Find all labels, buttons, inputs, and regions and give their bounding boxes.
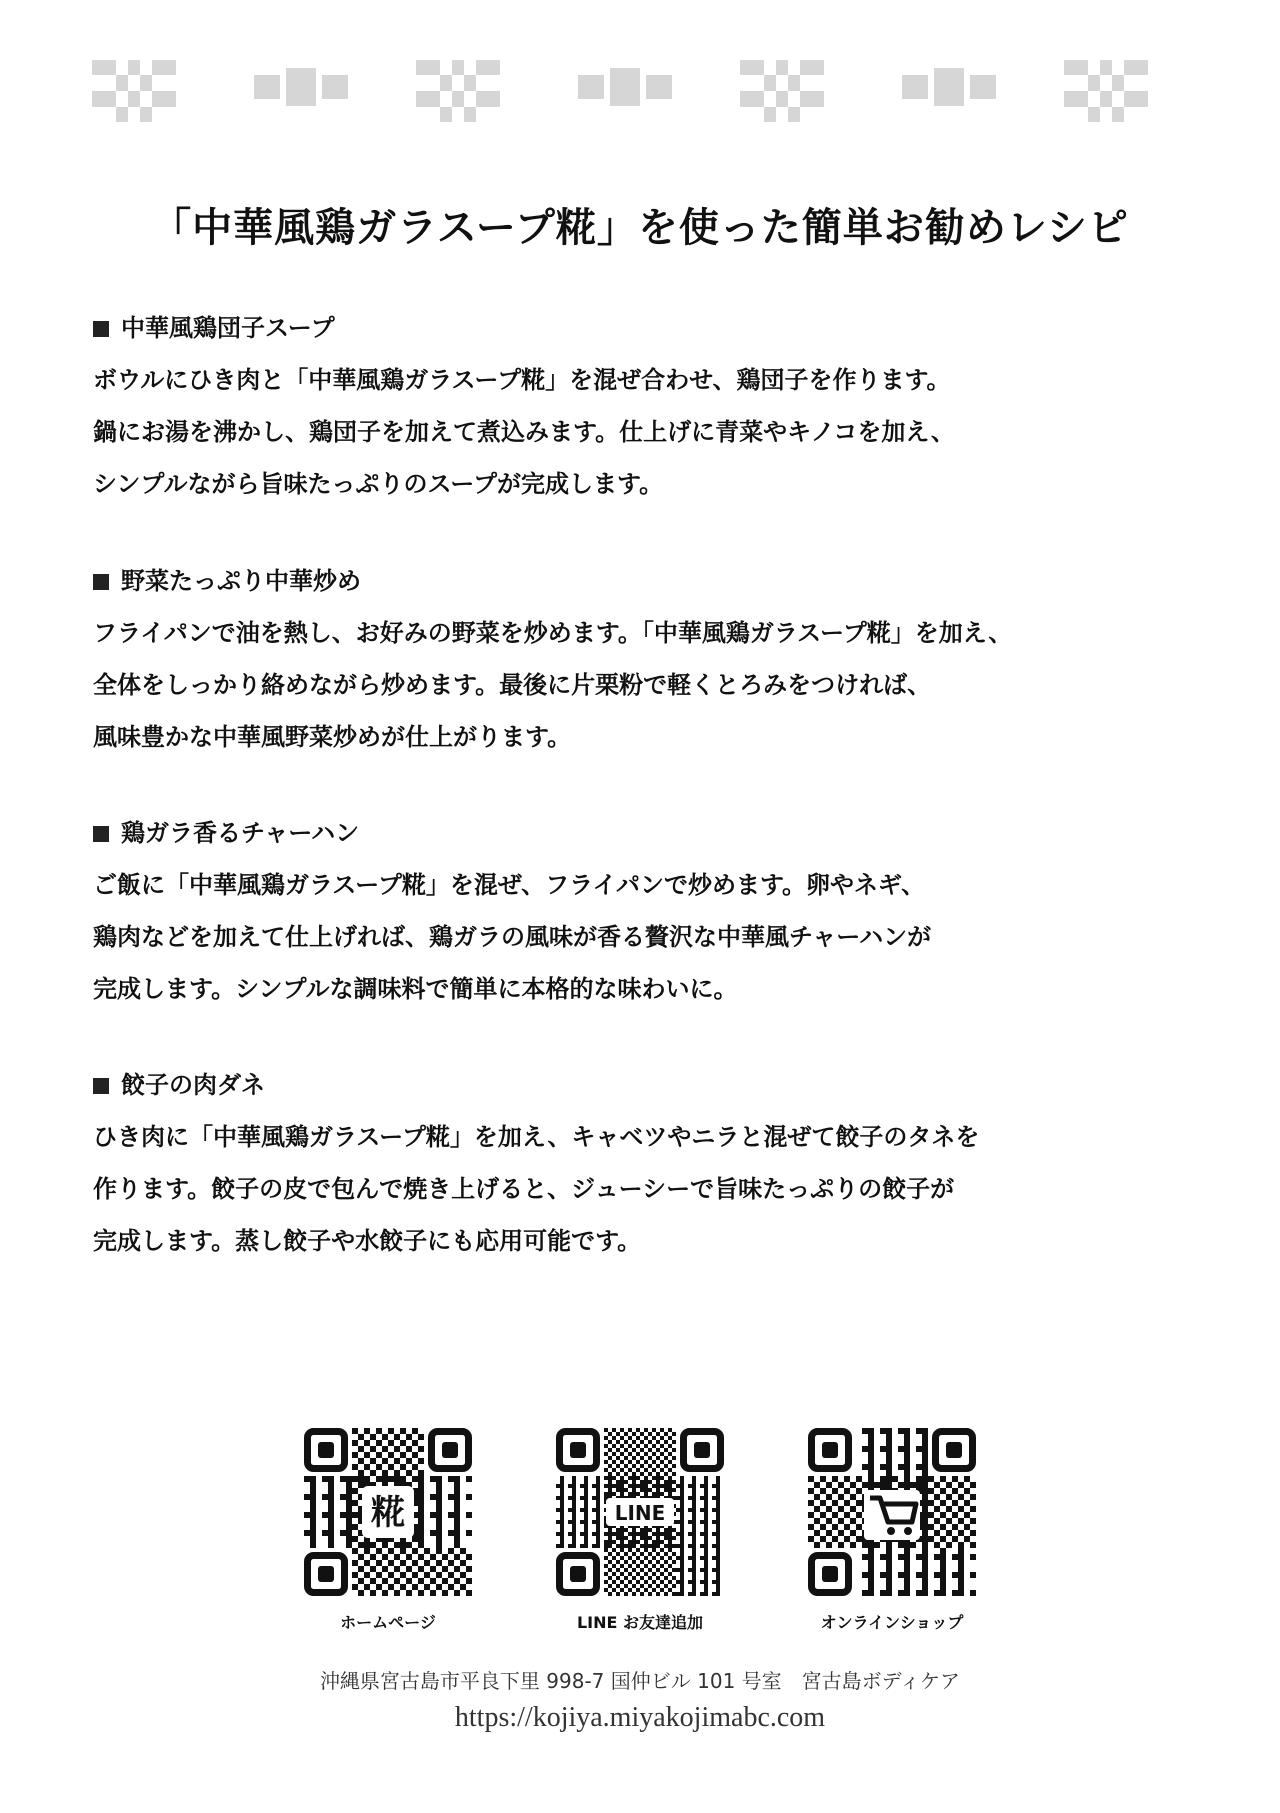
recipe-text-line: 作ります。餃子の皮で包んで焼き上げると、ジューシーで旨味たっぷりの餃子が xyxy=(93,1174,955,1203)
recipe-heading xyxy=(93,815,1213,859)
koji-logo-icon: 糀 xyxy=(371,1493,405,1533)
recipe-heading-text: 中華風鶏団子スープ xyxy=(121,313,335,342)
shopping-cart-icon xyxy=(864,1490,920,1540)
recipe-section xyxy=(93,563,1213,763)
recipe-section xyxy=(93,310,1213,510)
recipe-heading-text: 餃子の肉ダネ xyxy=(121,1070,265,1099)
online-shop-qr-code[interactable] xyxy=(808,1428,976,1596)
recipe-text-line: 鶏肉などを加えて仕上げれば、鶏ガラの風味が香る贅沢な中華風チャーハンが xyxy=(93,922,932,951)
recipe-text-line: ひき肉に「中華風鶏ガラスープ糀」を加え、キャベツやニラと混ぜて餃子のタネを xyxy=(93,1122,980,1151)
online-shop-qr-caption[interactable]: オンラインショップ xyxy=(820,1613,964,1632)
recipe-text-line: 全体をしっかり絡めながら炒めます。最後に片栗粉で軽くとろみをつければ、 xyxy=(93,670,932,699)
recipe-section xyxy=(93,815,1213,1015)
recipe-text-line: 完成します。蒸し餃子や水餃子にも応用可能です。 xyxy=(93,1226,642,1255)
page-title: 「中華風鶏ガラスープ糀」を使った簡単お勧めレシピ xyxy=(151,204,1129,251)
homepage-qr-block[interactable] xyxy=(298,1428,478,1633)
bar-motif xyxy=(902,68,996,106)
recipe-text-line: 完成します。シンプルな調味料で簡単に本格的な味わいに。 xyxy=(93,974,738,1003)
line-qr-caption[interactable]: LINE お友達追加 xyxy=(576,1613,704,1632)
recipe-text-line: フライパンで油を熱し、お好みの野菜を炒めます。「中華風鶏ガラスープ糀」を加え、 xyxy=(93,618,1013,647)
recipe-heading-text: 野菜たっぷり中華炒め xyxy=(121,566,361,595)
recipe-heading xyxy=(93,310,1213,354)
recipe-text-line: シンプルながら旨味たっぷりのスープが完成します。 xyxy=(93,469,664,498)
homepage-qr-caption[interactable]: ホームページ xyxy=(340,1613,436,1632)
recipe-text-line: 風味豊かな中華風野菜炒めが仕上がります。 xyxy=(93,722,572,751)
recipe-text-line: ボウルにひき肉と「中華風鶏ガラスープ糀」を混ぜ合わせ、鶏団子を作ります。 xyxy=(93,365,951,394)
recipe-heading-text: 鶏ガラ香るチャーハン xyxy=(121,818,360,847)
footer-address: 沖縄県宮古島市平良下里 998-7 国仲ビル 101 号室 宮古島ボディケア xyxy=(319,1669,961,1693)
recipe-heading xyxy=(93,563,1213,607)
decorative-pattern-band xyxy=(92,60,1190,122)
checker-motif xyxy=(740,60,824,122)
line-logo-icon: LINE xyxy=(614,1501,666,1525)
recipe-text-line: ご飯に「中華風鶏ガラスープ糀」を混ぜ、フライパンで炒めます。卵やネギ、 xyxy=(93,870,926,899)
line-qr-code[interactable] xyxy=(556,1428,724,1596)
square-bullet-icon xyxy=(93,574,109,590)
footer-url-link[interactable]: https://kojiya.miyakojimabc.com xyxy=(454,1702,826,1733)
recipe-section xyxy=(93,1067,1213,1267)
square-bullet-icon xyxy=(93,826,109,842)
bar-motif xyxy=(578,68,672,106)
checker-motif xyxy=(92,60,176,122)
recipe-text-line: 鍋にお湯を沸かし、鶏団子を加えて煮込みます。仕上げに青菜やキノコを加え、 xyxy=(93,417,955,446)
recipe-heading xyxy=(93,1067,1213,1111)
square-bullet-icon xyxy=(93,321,109,337)
square-bullet-icon xyxy=(93,1078,109,1094)
line-qr-block[interactable] xyxy=(550,1428,730,1633)
checker-motif xyxy=(1064,60,1148,122)
homepage-qr-code[interactable] xyxy=(304,1428,472,1596)
checker-motif xyxy=(416,60,500,122)
bar-motif xyxy=(254,68,348,106)
online-shop-qr-block[interactable] xyxy=(802,1428,982,1633)
